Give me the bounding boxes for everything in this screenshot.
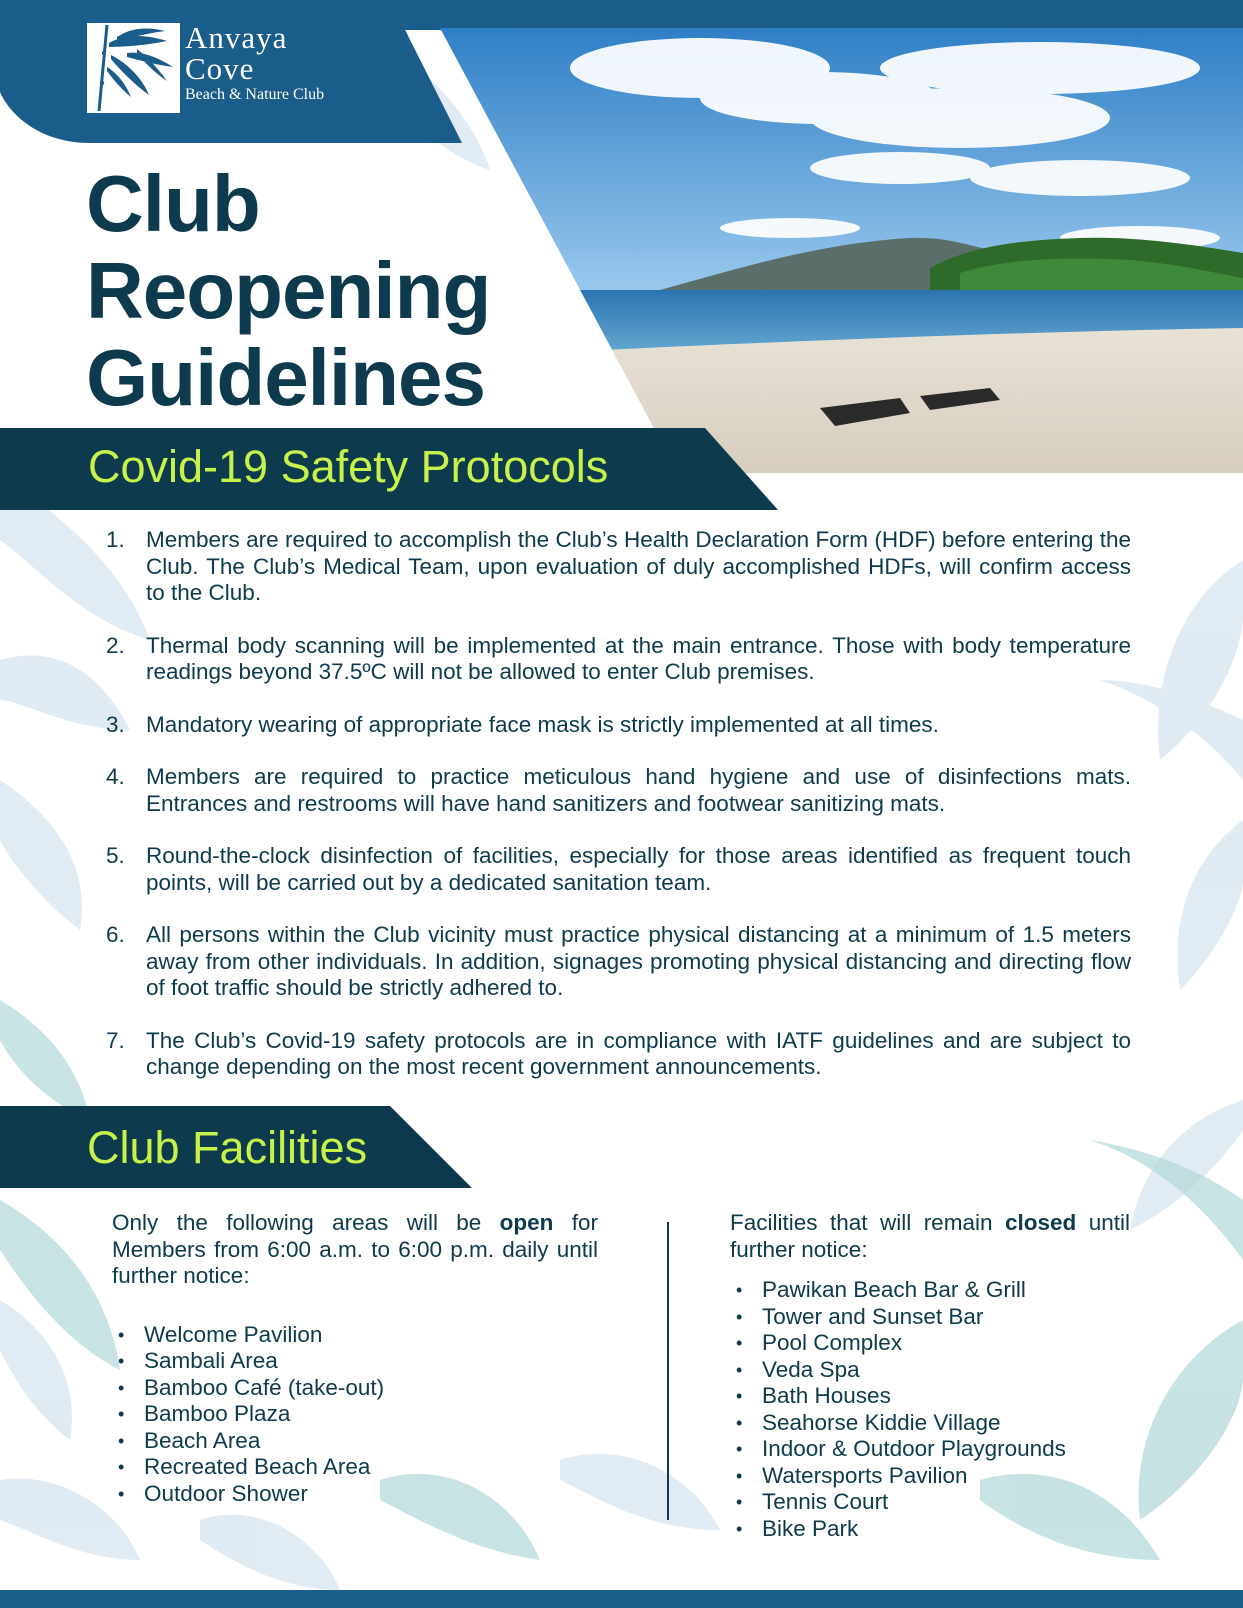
protocol-number: 4. xyxy=(106,764,125,789)
brand-wordmark xyxy=(185,22,324,106)
list-item: • Bike Park xyxy=(730,1516,1130,1543)
protocol-item xyxy=(106,1028,1131,1081)
protocol-item xyxy=(106,712,1131,739)
closed-intro xyxy=(730,1210,1130,1263)
open-intro-pre: Only the following areas will be xyxy=(112,1210,482,1235)
protocol-text: Round-the-clock disinfection of facilities, especially for those areas identified as frequent touch points, will be carried out by a dedicated sanitation team. xyxy=(146,843,1131,895)
title-line1: Club xyxy=(86,159,260,248)
protocol-text: Thermal body scanning will be implemented at the main entrance. Those with body temperature readings beyond 37.5ºC will not be allowed to enter Club premises. xyxy=(146,632,1131,684)
protocol-text: Mandatory wearing of appropriate face mask is strictly implemented at all times. xyxy=(146,711,939,737)
closed-facilities xyxy=(730,1210,1130,1542)
protocol-text: Members are required to accomplish the Club’s Health Declaration Form (HDF) before entering the Club. The Club’s Medical Team, upon evaluation of duly accomplished HDFs, will confirm access to the Club. xyxy=(146,527,1131,605)
protocol-number: 3. xyxy=(106,711,125,737)
open-intro-post: for Members from 6:00 a.m. to 6:00 p.m. daily until further notice: xyxy=(112,1210,598,1288)
list-item: • Tennis Court xyxy=(730,1489,1130,1516)
list-item: • Welcome Pavilion xyxy=(112,1322,598,1349)
protocol-item xyxy=(106,764,1131,817)
closed-intro-post: until further notice: xyxy=(730,1210,1130,1262)
facilities-heading: Club Facilities xyxy=(87,1122,368,1173)
protocol-text: Members are required to practice meticulous hand hygiene and use of disinfections mats. Entrances and restrooms will have hand sanitizers and footwear sanitizing mats. xyxy=(146,764,1131,816)
title-line2: Reopening xyxy=(86,246,491,335)
list-item: • Pool Complex xyxy=(730,1330,1130,1357)
open-facilities xyxy=(112,1210,598,1507)
list-item: • Tower and Sunset Bar xyxy=(730,1304,1130,1331)
page-title xyxy=(86,160,546,421)
brand-name-line2: Cove xyxy=(185,51,255,86)
closed-intro-bold: closed xyxy=(1004,1210,1077,1235)
list-item: • Sambali Area xyxy=(112,1348,598,1375)
list-item: • Bamboo Plaza xyxy=(112,1401,598,1428)
protocols-list xyxy=(106,527,1131,1107)
protocol-number: 2. xyxy=(106,632,125,658)
open-facilities-list xyxy=(112,1322,598,1508)
protocol-text: The Club’s Covid-19 safety protocols are in compliance with IATF guidelines and are subject to change depending on the most recent government announcements. xyxy=(146,1027,1131,1079)
list-item: • Bamboo Café (take-out) xyxy=(112,1375,598,1402)
brand-name-line1: Anvaya xyxy=(185,20,288,55)
protocol-item xyxy=(106,922,1131,1002)
list-item: • Indoor & Outdoor Playgrounds xyxy=(730,1436,1130,1463)
list-item: • Veda Spa xyxy=(730,1357,1130,1384)
protocol-number: 5. xyxy=(106,843,125,868)
logo-mark xyxy=(87,23,180,113)
protocol-item xyxy=(106,843,1131,896)
closed-facilities-list xyxy=(730,1277,1130,1542)
list-item: • Outdoor Shower xyxy=(112,1481,598,1508)
list-item: • Pawikan Beach Bar & Grill xyxy=(730,1277,1130,1304)
protocol-number: 6. xyxy=(106,922,125,947)
bottom-bar xyxy=(0,1590,1243,1608)
list-item: • Watersports Pavilion xyxy=(730,1463,1130,1490)
column-divider xyxy=(667,1222,669,1520)
list-item: • Bath Houses xyxy=(730,1383,1130,1410)
brand-tagline: Beach & Nature Club xyxy=(185,86,325,103)
protocol-number: 1. xyxy=(106,527,125,552)
open-intro-bold: open xyxy=(499,1210,554,1235)
protocol-item xyxy=(106,633,1131,686)
protocols-heading: Covid-19 Safety Protocols xyxy=(88,441,609,492)
protocol-item xyxy=(106,527,1131,607)
open-intro xyxy=(112,1210,598,1290)
title-line3: Guidelines xyxy=(86,333,485,422)
list-item: • Seahorse Kiddie Village xyxy=(730,1410,1130,1437)
beach-photo xyxy=(440,28,1243,473)
protocol-number: 7. xyxy=(106,1027,125,1053)
protocol-text: All persons within the Club vicinity must practice physical distancing at a minimum of 1.5 meters away from other individuals. In addition, signages promoting physical distancing and directing flow of foot traffic should be strictly adhered to. xyxy=(146,922,1131,1000)
list-item: • Recreated Beach Area xyxy=(112,1454,598,1481)
bamboo-icon xyxy=(87,23,180,113)
closed-intro-pre: Facilities that will remain xyxy=(730,1210,993,1235)
list-item: • Beach Area xyxy=(112,1428,598,1455)
